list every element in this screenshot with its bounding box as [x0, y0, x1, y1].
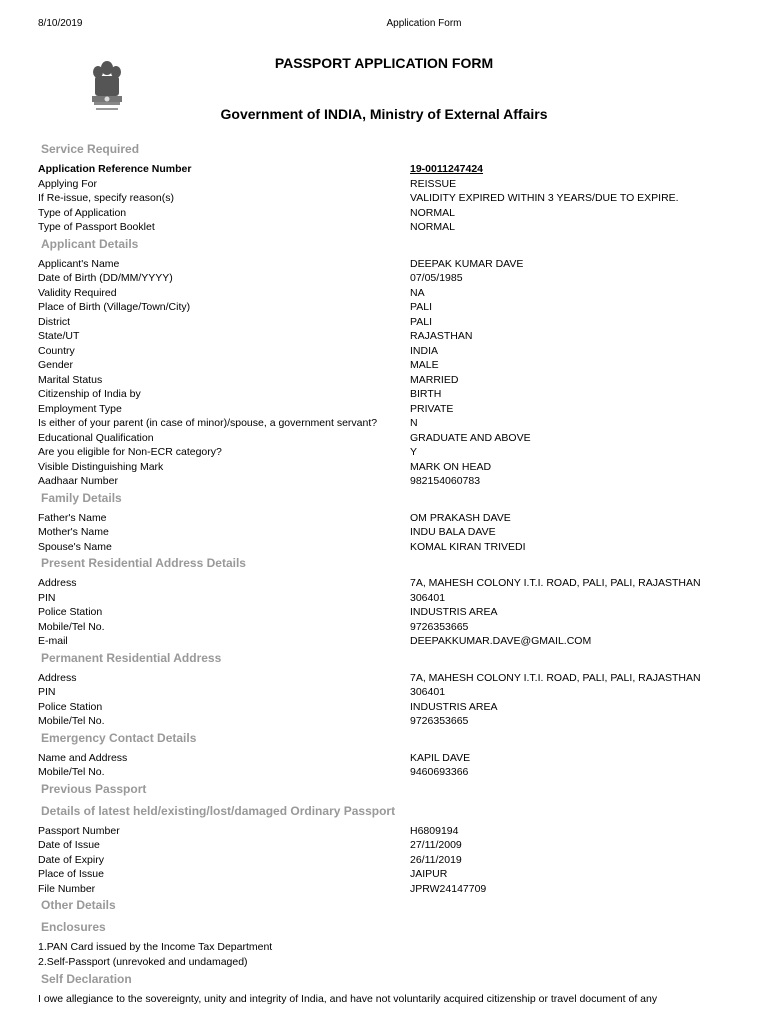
field-value: 306401: [410, 591, 446, 604]
field-value: KOMAL KIRAN TRIVEDI: [410, 540, 526, 553]
field-label: Father's Name: [38, 511, 107, 524]
field-value: MARRIED: [410, 373, 459, 386]
field-label: Marital Status: [38, 373, 103, 386]
field-label: Gender: [38, 359, 74, 371]
field-label: Type of Passport Booklet: [38, 221, 155, 233]
field-value: Y: [410, 446, 418, 458]
field-label: Citizenship of India by: [38, 388, 141, 400]
form-row: [38, 591, 728, 606]
form-row: [38, 206, 728, 221]
field-value: INDIA: [410, 344, 439, 357]
field-label: Name and Address: [38, 751, 128, 764]
field-value: MARK ON HEAD: [410, 460, 492, 473]
field-label: Mobile/Tel No.: [38, 620, 105, 633]
field-label: Country: [38, 344, 75, 357]
form-row: [38, 177, 728, 192]
field-label: Mobile/Tel No.: [38, 715, 105, 727]
field-value: KAPIL DAVE: [410, 751, 471, 764]
field-label: Validity Required: [38, 286, 117, 299]
field-label: PIN: [38, 591, 56, 604]
field-label: Place of Issue: [38, 868, 104, 880]
form-subtitle: Government of INDIA, Ministry of External Affairs: [220, 106, 548, 122]
form-row: [38, 853, 728, 868]
field-value: NORMAL: [410, 206, 455, 219]
field-label: Date of Issue: [38, 839, 100, 851]
field-label: Place of Birth (Village/Town/City): [38, 301, 191, 313]
form-row: [38, 576, 728, 591]
field-value: RAJASTHAN: [410, 330, 473, 342]
field-value: OM PRAKASH DAVE: [410, 511, 511, 524]
field-value: VALIDITY EXPIRED WITHIN 3 YEARS/DUE TO EXPIRE.: [410, 192, 679, 204]
enclosure-item: 1.PAN Card issued by the Income Tax Department: [38, 941, 273, 953]
section-title-previous-passport: Previous Passport: [41, 781, 147, 796]
field-label: Mobile/Tel No.: [38, 766, 105, 778]
field-label: Educational Qualification: [38, 431, 154, 444]
field-value: N: [410, 417, 418, 429]
field-label: Employment Type: [38, 402, 122, 415]
field-label: Police Station: [38, 606, 103, 618]
field-value: PALI: [410, 315, 432, 328]
field-value: 982154060783: [410, 475, 481, 487]
field-value: 9726353665: [410, 715, 469, 727]
section-title-enclosures: Enclosures: [41, 920, 106, 934]
form-row: [38, 329, 728, 344]
form-row: [38, 315, 728, 330]
form-row: [38, 685, 728, 700]
form-row: [38, 387, 728, 402]
section-title-emergency: Emergency Contact Details: [41, 730, 197, 745]
field-label: Date of Birth (DD/MM/YYYY): [38, 272, 173, 284]
field-value: 9460693366: [410, 766, 469, 778]
field-label: File Number: [38, 882, 96, 895]
section-title-service: Service Required: [41, 142, 140, 156]
form-row: [38, 162, 728, 177]
field-label: Spouse's Name: [38, 540, 112, 553]
field-label: Date of Expiry: [38, 853, 104, 866]
form-row: [38, 751, 728, 766]
form-row: [38, 605, 728, 620]
form-row: [38, 511, 728, 526]
field-label: Applying For: [38, 177, 97, 190]
print-title: Application Form: [386, 18, 462, 29]
field-value: NA: [410, 286, 425, 299]
field-value: 26/11/2019: [410, 853, 462, 866]
field-value: INDU BALA DAVE: [410, 526, 496, 538]
field-label: Visible Distinguishing Mark: [38, 460, 164, 473]
form-row: [38, 358, 728, 373]
form-row: [38, 460, 728, 475]
field-label: If Re-issue, specify reason(s): [38, 192, 174, 204]
field-label: E-mail: [38, 635, 68, 647]
form-row: [38, 445, 728, 460]
field-value: 7A, MAHESH COLONY I.T.I. ROAD, PALI, PALI, RAJASTHAN: [410, 671, 701, 684]
section-title-applicant: Applicant Details: [41, 236, 139, 251]
field-label: Application Reference Number: [38, 163, 192, 175]
field-value: INDUSTRIS AREA: [410, 700, 498, 713]
field-value: REISSUE: [410, 177, 457, 190]
field-value: PRIVATE: [410, 402, 454, 415]
form-row: [38, 220, 728, 235]
field-value: 07/05/1985: [410, 272, 463, 284]
field-label: Police Station: [38, 700, 103, 713]
field-label: District: [38, 315, 71, 328]
form-row: [38, 474, 728, 489]
page-header: [0, 18, 768, 32]
field-value: DEEPAKKUMAR.DAVE@GMAIL.COM: [410, 635, 592, 647]
form-row: [38, 416, 728, 431]
application-reference-number: 19-0011247424: [410, 163, 483, 175]
form-row: [38, 765, 728, 780]
form-row: [38, 620, 728, 635]
field-value: INDUSTRIS AREA: [410, 606, 498, 618]
field-label: Are you eligible for Non-ECR category?: [38, 446, 222, 458]
field-label: State/UT: [38, 330, 80, 342]
section-title-present-address: Present Residential Address Details: [41, 556, 246, 570]
form-row: [38, 431, 728, 446]
section-title-declaration: Self Declaration: [41, 972, 132, 986]
form-row: [38, 634, 728, 649]
form-row: [38, 671, 728, 686]
form-row: [38, 271, 728, 286]
print-date: 8/10/2019: [38, 18, 83, 29]
form-row: [38, 714, 728, 729]
section-title-latest-passport: Details of latest held/existing/lost/damaged Ordinary Passport: [41, 803, 396, 818]
field-value: JPRW24147709: [410, 882, 487, 895]
field-label: Address: [38, 671, 77, 684]
form-row: [38, 700, 728, 715]
field-value: MALE: [410, 359, 439, 371]
section-title-permanent-address: Permanent Residential Address: [41, 650, 222, 665]
form-content: [38, 140, 728, 1007]
section-title-other: Other Details: [41, 898, 116, 912]
form-row: [38, 257, 728, 272]
form-row: [38, 344, 728, 359]
form-row: [38, 525, 728, 540]
field-value: 7A, MAHESH COLONY I.T.I. ROAD, PALI, PALI, RAJASTHAN: [410, 577, 701, 589]
form-row: [38, 540, 728, 555]
field-value: 9726353665: [410, 620, 469, 633]
form-title: PASSPORT APPLICATION FORM: [274, 55, 494, 71]
field-value: 306401: [410, 686, 446, 698]
form-row: [38, 867, 728, 882]
field-label: Mother's Name: [38, 526, 109, 538]
field-label: Type of Application: [38, 206, 127, 219]
field-value: DEEPAK KUMAR DAVE: [410, 257, 524, 270]
field-label: PIN: [38, 686, 56, 698]
form-row: [38, 191, 728, 206]
field-value: NORMAL: [410, 221, 455, 233]
field-label: Address: [38, 577, 77, 589]
enclosure-item: 2.Self-Passport (unrevoked and undamaged): [38, 956, 248, 968]
form-row: [38, 824, 728, 839]
field-value: BIRTH: [410, 388, 442, 400]
field-value: PALI: [410, 301, 432, 313]
section-title-family: Family Details: [41, 490, 122, 505]
field-label: Aadhaar Number: [38, 475, 118, 487]
form-row: [38, 373, 728, 388]
field-label: Is either of your parent (in case of minor)/spouse, a government servant?: [38, 417, 378, 429]
field-value: JAIPUR: [410, 868, 448, 880]
field-value: H6809194: [410, 824, 459, 837]
field-label: Applicant's Name: [38, 257, 120, 270]
field-label: Passport Number: [38, 824, 120, 837]
form-row: [38, 838, 728, 853]
field-value: 27/11/2009: [410, 839, 462, 851]
form-row: [38, 300, 728, 315]
form-row: [38, 402, 728, 417]
form-row: [38, 286, 728, 301]
field-value: GRADUATE AND ABOVE: [410, 431, 531, 444]
declaration-text: I owe allegiance to the sovereignty, unity and integrity of India, and have not voluntarily acquired citizenship or travel document of any: [38, 993, 658, 1005]
form-row: [38, 882, 728, 897]
